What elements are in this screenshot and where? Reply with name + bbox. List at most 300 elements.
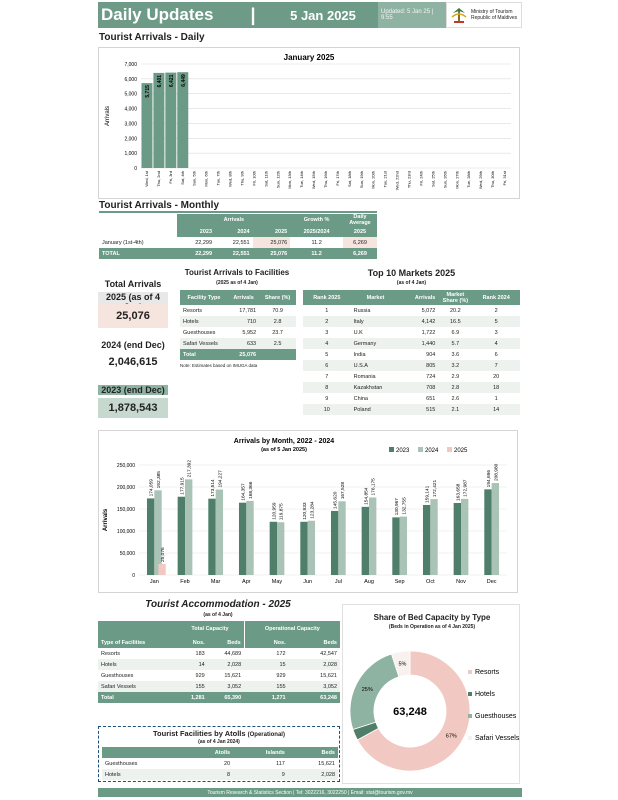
bedshare-subtitle: (Beds in Operation as of 4 Jan 2025) — [388, 624, 476, 630]
accommodation-group-oper: Operational Capacity — [244, 621, 340, 637]
monthly-bar-label-2024: 168,366 — [249, 481, 255, 499]
bedshare-donut-chart — [343, 633, 521, 783]
daily-x-tick: Fri, 17th — [334, 171, 340, 186]
accommodation-blank-head — [98, 621, 176, 637]
facility-arrivals: 17,781 — [239, 307, 257, 314]
table-row — [98, 670, 340, 681]
monthly-bar-2024 — [430, 499, 437, 575]
daily-x-tick: Sun, 5th — [191, 171, 197, 186]
monthly-bar-label-2024: 194,227 — [218, 470, 224, 488]
monthly-bar-2024 — [246, 501, 253, 575]
pie-center-total: 63,248 — [393, 706, 427, 718]
market-share: 20.2 — [450, 307, 461, 314]
monthly-bar-2023 — [270, 522, 277, 575]
monthly-x-tick: Jun — [303, 579, 313, 585]
monthly-bar-label-2024: 208,980 — [494, 463, 500, 482]
facility-type: Safari Vessels — [180, 338, 228, 349]
facility-share: 2.5 — [259, 338, 296, 349]
daily-x-tick: Mon, 20th — [370, 171, 376, 189]
atoll-facility-type: Hotels — [102, 769, 186, 780]
table-row — [180, 305, 296, 316]
monthly-col-growth: 2025/2024 — [290, 226, 343, 237]
accommodation-obeds: 3,052 — [289, 681, 340, 692]
monthly-bar-2023 — [208, 499, 215, 575]
daily-x-tick: Mon, 6th — [203, 171, 209, 187]
pie-slice-label: 25% — [361, 687, 373, 694]
accommodation-col-onos: Nos. — [244, 637, 288, 648]
monthly-bar-label-2023: 194,696 — [486, 469, 492, 488]
monthly-bar-label-2023: 174,059 — [149, 479, 155, 497]
atolls-blank-head — [102, 747, 186, 758]
market-rank24: 18 — [472, 382, 520, 393]
monthly-bar-label-2023: 145,620 — [333, 491, 339, 509]
pie-legend-swatch — [468, 714, 472, 718]
monthly-bar-2024 — [216, 490, 223, 575]
daily-x-tick: Tue, 28th — [466, 171, 472, 188]
table-row — [303, 316, 520, 327]
total-arrivals-title: Total Arrivals — [104, 279, 162, 289]
monthly-bar-2023 — [423, 505, 430, 575]
table-row — [180, 316, 296, 327]
monthly-x-tick: Sep — [394, 579, 405, 585]
market-rank24: 20 — [493, 373, 500, 380]
markets-col-market: Market — [351, 290, 401, 305]
markets-col-rank: Rank 2025 — [303, 290, 351, 305]
monthly-bar-2024 — [338, 501, 345, 575]
atoll-count: 8 — [186, 769, 233, 780]
daily-y-tick: 4,000 — [124, 106, 137, 113]
facilities-subtitle: (2025 as of 4 Jan) — [216, 280, 258, 286]
daily-x-tick: Fri, 31st — [502, 171, 508, 186]
table-row — [99, 237, 377, 248]
bedshare-frame — [342, 604, 520, 784]
monthly-total-2025: 25,076 — [253, 248, 291, 259]
atolls-col-atolls: Atolls — [186, 747, 233, 758]
atoll-islands: 9 — [233, 769, 288, 780]
daily-arrivals-chart — [99, 48, 519, 198]
pie-legend-label: Resorts — [475, 669, 500, 676]
pie-slice-label: 5% — [398, 661, 407, 668]
accommodation-type: Resorts — [101, 650, 120, 657]
market-name: Romania — [353, 373, 376, 380]
table-row — [303, 393, 520, 404]
market-rank: 9 — [325, 395, 329, 402]
market-name: India — [353, 351, 366, 358]
accommodation-total-onos: 1,271 — [244, 692, 288, 703]
market-name: Kazakhstan — [351, 382, 401, 393]
daily-y-tick: 0 — [134, 166, 137, 172]
monthly-bar-2025 — [158, 564, 165, 575]
daily-y-tick: 1,000 — [124, 151, 137, 158]
report-date: 5 Jan 2025 — [290, 7, 356, 23]
market-share: 3.2 — [438, 360, 472, 371]
markets-col-share: Market Share (%) — [438, 290, 472, 305]
monthly-bar-label-2023: 154,854 — [364, 487, 370, 505]
market-name: Poland — [351, 404, 401, 415]
table-row — [98, 659, 340, 670]
monthly-bar-2024 — [308, 521, 315, 575]
atoll-facility-type: Guesthouses — [105, 760, 138, 767]
monthly-bar-2023 — [484, 489, 491, 575]
accommodation-subtitle: (as of 4 Jan) — [203, 612, 233, 618]
accommodation-onos: 172 — [276, 650, 286, 657]
monthly-legend-swatch — [447, 447, 452, 452]
market-name: Germany — [351, 338, 401, 349]
accommodation-obeds: 2,028 — [289, 659, 340, 670]
monthly-bar-2023 — [239, 503, 246, 575]
monthly-y-tick: 150,000 — [116, 507, 135, 513]
monthly-y-tick: 0 — [132, 573, 135, 579]
monthly-total-growth: 11.2 — [290, 248, 343, 259]
market-arrivals: 1,440 — [400, 338, 438, 349]
pie-slice-guesthouses — [350, 654, 399, 730]
market-share: 16.5 — [438, 316, 472, 327]
market-rank: 6 — [303, 360, 351, 371]
market-arrivals: 651 — [426, 395, 436, 402]
monthly-bar-label-2024: 172,421 — [433, 479, 439, 498]
daily-x-tick: Fri, 24th — [418, 171, 424, 186]
monthly-bar-2024 — [461, 499, 468, 575]
market-rank24: 1 — [494, 395, 498, 402]
daily-x-tick: Sat, 18th — [346, 171, 352, 188]
atolls-title-suffix: (Operational) — [247, 732, 285, 738]
daily-y-tick: 6,000 — [124, 76, 137, 83]
table-row — [98, 681, 340, 692]
daily-x-tick: Thu, 16th — [323, 171, 328, 188]
atolls-col-islands: Islands — [233, 747, 288, 758]
monthly-bar-2024 — [185, 479, 192, 575]
monthly-legend-label: 2024 — [425, 448, 439, 454]
monthly-x-tick: Nov — [456, 579, 466, 585]
ministry-emblem-icon — [450, 5, 468, 25]
accommodation-onos: 15 — [244, 659, 288, 670]
daily-x-tick: Wed, 22nd — [394, 171, 400, 191]
daily-x-tick: Sun, 19th — [358, 171, 364, 189]
market-share: 2.1 — [438, 404, 472, 415]
monthly-group-arrivals: Arrivals — [177, 214, 290, 226]
facilities-col-share: Share (%) — [259, 290, 296, 305]
facilities-col-type: Facility Type — [180, 290, 228, 305]
monthly-col-2023: 2023 — [177, 226, 215, 237]
page-header — [98, 2, 522, 28]
monthly-bar-label-2024: 123,284 — [310, 501, 316, 519]
market-arrivals: 724 — [426, 373, 436, 380]
monthly-arrivals-chart — [99, 431, 517, 592]
daily-x-tick: Sat, 25th — [430, 171, 436, 188]
monthly-arrivals-table — [99, 214, 377, 259]
ministry-logo-block — [446, 2, 522, 28]
markets-title: Top 10 Markets 2025 — [367, 268, 456, 278]
daily-x-tick: Mon, 27th — [454, 171, 460, 189]
accommodation-tnos: 155 — [176, 681, 208, 692]
market-share: 2.8 — [438, 382, 472, 393]
accommodation-tbeds: 2,028 — [208, 659, 244, 670]
monthly-row-label: January (1st-4th) — [102, 239, 144, 246]
pie-legend-label: Safari Vessels — [475, 735, 520, 742]
monthly-chart-title: Arrivals by Month, 2022 - 2024 — [233, 438, 335, 445]
daily-x-tick: Tue, 14th — [299, 171, 305, 188]
accommodation-type: Guesthouses — [101, 672, 134, 679]
facilities-title: Tourist Arrivals to Facilities — [184, 268, 290, 277]
monthly-bar-label-2024: 172,987 — [463, 479, 469, 497]
accommodation-tbeds: 15,621 — [224, 672, 242, 679]
market-name: China — [353, 395, 368, 402]
daily-x-tick: Fri, 10th — [251, 171, 257, 186]
monthly-bar-2023 — [300, 522, 307, 575]
facilities-note: Note: Estimates based on IMUGA data — [180, 363, 258, 368]
monthly-chart-subtitle: (as of 5 Jan 2025) — [261, 447, 307, 453]
monthly-bar-2024 — [154, 490, 161, 575]
table-row — [303, 327, 520, 338]
facility-type: Hotels — [180, 316, 228, 327]
monthly-x-tick: Mar — [210, 579, 221, 585]
monthly-bar-2023 — [392, 517, 399, 575]
monthly-bar-2024 — [492, 483, 499, 575]
monthly-y-axis-label: Arrivals — [103, 508, 109, 532]
facility-arrivals: 5,952 — [242, 329, 257, 336]
monthly-bar-2024 — [369, 497, 376, 575]
table-row — [303, 382, 520, 393]
facilities-total-value: 25,076 — [228, 349, 259, 360]
market-arrivals: 5,072 — [421, 307, 436, 314]
accommodation-col-tbeds: Beds — [208, 637, 244, 648]
facilities-col-arrivals: Arrivals — [228, 290, 259, 305]
accommodation-tbeds: 44,689 — [224, 650, 242, 657]
market-rank24: 4 — [472, 338, 520, 349]
monthly-row-daily: 6,269 — [343, 237, 377, 248]
market-share: 6.9 — [451, 329, 460, 336]
monthly-row-2023: 22,299 — [195, 239, 213, 246]
monthly-total-2024: 22,551 — [215, 248, 253, 259]
facility-type: Guesthouses — [183, 329, 216, 336]
daily-x-tick: Wed, 1st — [143, 171, 149, 187]
market-rank: 4 — [303, 338, 351, 349]
table-row — [180, 338, 296, 349]
atolls-col-beds: Beds — [288, 747, 338, 758]
daily-x-tick: Sat, 11th — [263, 171, 269, 187]
market-arrivals: 708 — [400, 382, 438, 393]
monthly-bar-label-2023: 173,514 — [210, 479, 216, 497]
daily-x-tick: Mon, 13th — [287, 171, 293, 189]
accommodation-type: Hotels — [98, 659, 176, 670]
monthly-bar-label-2024: 192,385 — [157, 471, 163, 489]
monthly-group-daily: Daily Average — [343, 214, 377, 226]
market-name: Russia — [353, 307, 371, 314]
monthly-row-2025: 25,076 — [253, 237, 291, 248]
atolls-title-line — [98, 729, 340, 738]
monthly-x-tick: Jul — [334, 579, 342, 585]
monthly-blank-head — [99, 214, 177, 226]
monthly-total-label: TOTAL — [99, 248, 177, 259]
table-row — [303, 338, 520, 349]
total-2025-label: 2025 (as of 4 — [98, 292, 168, 312]
accommodation-col-tnos: Nos. — [176, 637, 208, 648]
monthly-col-2025: 2025 — [253, 226, 291, 237]
table-row — [98, 648, 340, 659]
daily-bar-label: 6,421 — [168, 74, 175, 88]
market-name: U.K — [353, 329, 363, 336]
market-rank24: 6 — [494, 351, 498, 358]
facility-arrivals: 633 — [228, 338, 259, 349]
accommodation-table — [98, 621, 340, 703]
total-2023-value: 1,878,543 — [98, 398, 168, 418]
monthly-total-2023: 22,299 — [177, 248, 215, 259]
monthly-bar-label-2023: 120,959 — [272, 502, 278, 520]
market-rank: 5 — [325, 351, 329, 358]
market-share: 3.6 — [451, 351, 460, 358]
facility-arrivals: 710 — [228, 316, 259, 327]
ministry-name: Ministry of Tourism — [471, 9, 513, 15]
markets-table — [303, 290, 520, 415]
monthly-bar-2023 — [178, 497, 185, 575]
daily-x-tick: Sun, 12th — [275, 171, 281, 189]
facility-share: 2.8 — [259, 316, 296, 327]
table-row — [102, 769, 338, 780]
atoll-beds: 2,028 — [288, 769, 338, 780]
monthly-row-growth: 11.2 — [311, 239, 322, 246]
daily-x-tick: Sun, 26th — [442, 171, 448, 189]
daily-y-tick: 7,000 — [124, 62, 137, 68]
monthly-bar-2023 — [454, 503, 461, 575]
daily-y-tick: 5,000 — [124, 91, 137, 98]
market-rank24: 3 — [494, 329, 498, 336]
accommodation-tnos: 183 — [195, 650, 205, 657]
atolls-table — [102, 747, 338, 780]
market-rank: 10 — [303, 404, 351, 415]
monthly-y-tick: 100,000 — [116, 529, 135, 535]
accommodation-group-total: Total Capacity — [176, 621, 244, 637]
daily-chart-title: January 2025 — [283, 53, 335, 62]
monthly-bar-label-2025: 25,076 — [161, 547, 167, 562]
facility-share: 70.9 — [272, 307, 283, 314]
table-row — [180, 327, 296, 338]
accommodation-total-tbeds: 65,390 — [208, 692, 244, 703]
total-2025-value: 25,076 — [98, 304, 168, 328]
accommodation-obeds: 42,547 — [320, 650, 337, 657]
total-2024-label: 2024 (end Dec) — [101, 340, 165, 350]
daily-x-tick: Fri, 3rd — [167, 171, 173, 184]
monthly-bar-label-2023: 177,915 — [180, 477, 186, 495]
market-rank: 8 — [303, 382, 351, 393]
monthly-bar-label-2024: 176,175 — [371, 478, 377, 496]
daily-x-tick: Thu, 9th — [239, 171, 245, 186]
accommodation-col-obeds: Beds — [289, 637, 340, 648]
market-share: 5.7 — [438, 338, 472, 349]
accommodation-obeds: 15,621 — [320, 672, 337, 679]
market-rank: 7 — [325, 373, 329, 380]
total-2023-label: 2023 (end Dec) — [98, 385, 168, 395]
monthly-y-tick: 50,000 — [119, 551, 135, 557]
updated-timestamp: Updated: 5 Jan 25 | 9:55 — [378, 2, 446, 28]
monthly-bar-label-2023: 120,933 — [302, 502, 308, 520]
monthly-bar-label-2023: 130,967 — [394, 498, 400, 516]
daily-x-tick: Sat, 4th — [179, 171, 185, 185]
table-row — [303, 404, 520, 415]
daily-x-tick: Thu, 30th — [490, 171, 496, 188]
monthly-x-tick: Oct — [426, 579, 435, 585]
monthly-col-daily: 2025 — [343, 226, 377, 237]
accommodation-col-type: Type of Facilities — [98, 637, 176, 648]
table-row — [303, 360, 520, 371]
market-share: 2.6 — [451, 395, 460, 402]
monthly-bar-2024 — [400, 517, 407, 575]
monthly-x-tick: Dec — [486, 579, 497, 585]
market-rank: 3 — [325, 329, 329, 336]
monthly-bar-label-2024: 119,875 — [279, 503, 285, 521]
atoll-count: 20 — [223, 760, 231, 767]
markets-subtitle: (as of 4 Jan) — [396, 280, 427, 286]
accommodation-onos: 155 — [244, 681, 288, 692]
table-row — [102, 758, 338, 769]
facilities-table — [180, 290, 296, 360]
pie-legend-label: Hotels — [475, 691, 495, 698]
market-rank24: 2 — [494, 307, 498, 314]
market-arrivals: 805 — [400, 360, 438, 371]
monthly-x-tick: May — [271, 579, 283, 585]
daily-x-tick: Tue, 7th — [215, 171, 221, 186]
pie-legend-swatch — [468, 736, 472, 740]
daily-y-tick: 2,000 — [124, 136, 137, 143]
accommodation-total-label: Total — [98, 692, 176, 703]
monthly-legend-label: 2023 — [396, 448, 410, 454]
monthly-row-2024: 22,551 — [232, 239, 250, 246]
accommodation-total-obeds: 63,248 — [289, 692, 340, 703]
market-name: Italy — [351, 316, 401, 327]
facilities-total-label: Total — [180, 349, 228, 360]
bedshare-title: Share of Bed Capacity by Type — [373, 613, 491, 622]
atoll-beds: 15,621 — [318, 760, 335, 767]
daily-y-tick: 3,000 — [124, 121, 137, 128]
markets-col-rank24: Rank 2024 — [472, 290, 520, 305]
market-arrivals: 4,142 — [400, 316, 438, 327]
market-rank: 1 — [325, 307, 329, 314]
monthly-bar-2023 — [147, 498, 154, 575]
market-name: U.S.A — [351, 360, 401, 371]
facility-type: Resorts — [183, 307, 202, 314]
table-row — [303, 371, 520, 382]
markets-col-arrivals: Arrivals — [400, 290, 438, 305]
total-2024-value: 2,046,615 — [108, 356, 158, 368]
market-share: 2.9 — [451, 373, 460, 380]
monthly-bar-2023 — [362, 507, 369, 575]
market-rank: 2 — [303, 316, 351, 327]
monthly-x-tick: Feb — [180, 579, 190, 585]
facility-share: 23.7 — [272, 329, 283, 336]
monthly-col-2024: 2024 — [215, 226, 253, 237]
market-arrivals: 1,722 — [421, 329, 436, 336]
daily-bar-label: 6,449 — [180, 74, 187, 87]
facilities-total-blank — [259, 349, 296, 360]
monthly-x-tick: Apr — [242, 579, 251, 585]
monthly-legend-swatch — [389, 447, 394, 452]
daily-bar-label: 6,401 — [156, 74, 163, 88]
monthly-group-growth: Growth % — [290, 214, 343, 226]
table-row — [303, 349, 520, 360]
monthly-total-daily: 6,269 — [343, 248, 377, 259]
atoll-islands: 117 — [276, 760, 285, 767]
monthly-bar-2024 — [277, 522, 284, 575]
monthly-blank-head2 — [99, 226, 177, 237]
pie-legend-swatch — [468, 692, 472, 696]
monthly-y-tick: 200,000 — [116, 485, 135, 491]
market-arrivals: 904 — [426, 351, 436, 358]
accommodation-onos: 929 — [276, 672, 286, 679]
atolls-subtitle: (as of 4 Jan 2024) — [198, 739, 240, 745]
market-arrivals: 515 — [400, 404, 438, 415]
daily-section-title: Tourist Arrivals - Daily — [99, 32, 205, 43]
daily-bar-label: 5,715 — [144, 85, 151, 98]
monthly-chart-frame — [98, 430, 518, 593]
